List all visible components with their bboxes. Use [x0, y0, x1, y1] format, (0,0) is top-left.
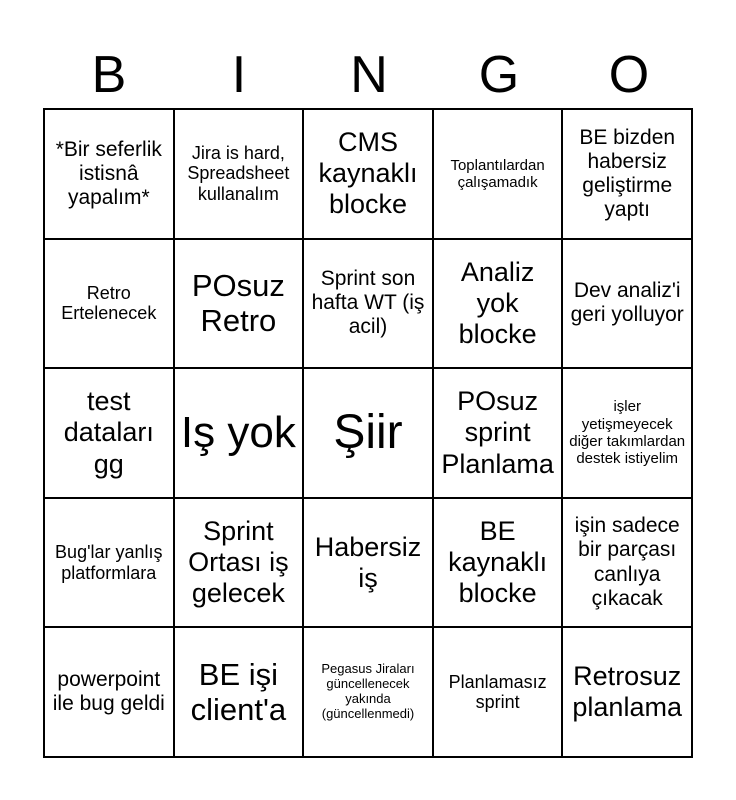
- bingo-cell: Dev analiz'i geri yolluyor: [562, 239, 692, 369]
- bingo-cell: Iş yok: [174, 368, 304, 498]
- bingo-cell: Jira is hard, Spreadsheet kullanalım: [174, 109, 304, 239]
- bingo-cell: işler yetişmeyecek diğer takımlardan destek istiyelim: [562, 368, 692, 498]
- header-letter-b: B: [91, 46, 127, 104]
- bingo-cell: powerpoint ile bug geldi: [44, 627, 174, 757]
- bingo-cell: Toplantılardan çalışamadık: [433, 109, 563, 239]
- bingo-cell: Pegasus Jiraları güncellenecek yakında (güncellenmedi): [303, 627, 433, 757]
- bingo-cell: işin sadece bir parçası canlıya çıkacak: [562, 498, 692, 628]
- bingo-cell: Retro Ertelenecek: [44, 239, 174, 369]
- bingo-cell: Şiir: [303, 368, 433, 498]
- bingo-cell: Analiz yok blocke: [433, 239, 563, 369]
- header-letter-g: G: [478, 46, 520, 104]
- bingo-cell: *Bir seferlik istisnâ yapalım*: [44, 109, 174, 239]
- bingo-cell: POsuz Retro: [174, 239, 304, 369]
- header-letter-i: I: [231, 46, 247, 104]
- bingo-cell: BE kaynaklı blocke: [433, 498, 563, 628]
- bingo-cell: Habersiz iş: [303, 498, 433, 628]
- bingo-cell: Planlamasız sprint: [433, 627, 563, 757]
- bingo-header: [44, 40, 694, 110]
- bingo-cell: Sprint Ortası iş gelecek: [174, 498, 304, 628]
- header-letter-o: O: [608, 46, 650, 104]
- bingo-grid: [43, 108, 693, 758]
- bingo-cell: CMS kaynaklı blocke: [303, 109, 433, 239]
- header-letter-n: N: [350, 46, 388, 104]
- bingo-cell: BE işi client'a: [174, 627, 304, 757]
- bingo-cell: Sprint son hafta WT (iş acil): [303, 239, 433, 369]
- bingo-cell: Retrosuz planlama: [562, 627, 692, 757]
- bingo-cell: test dataları gg: [44, 368, 174, 498]
- bingo-cell: POsuz sprint Planlama: [433, 368, 563, 498]
- bingo-cell: BE bizden habersiz geliştirme yaptı: [562, 109, 692, 239]
- bingo-cell: Bug'lar yanlış platformlara: [44, 498, 174, 628]
